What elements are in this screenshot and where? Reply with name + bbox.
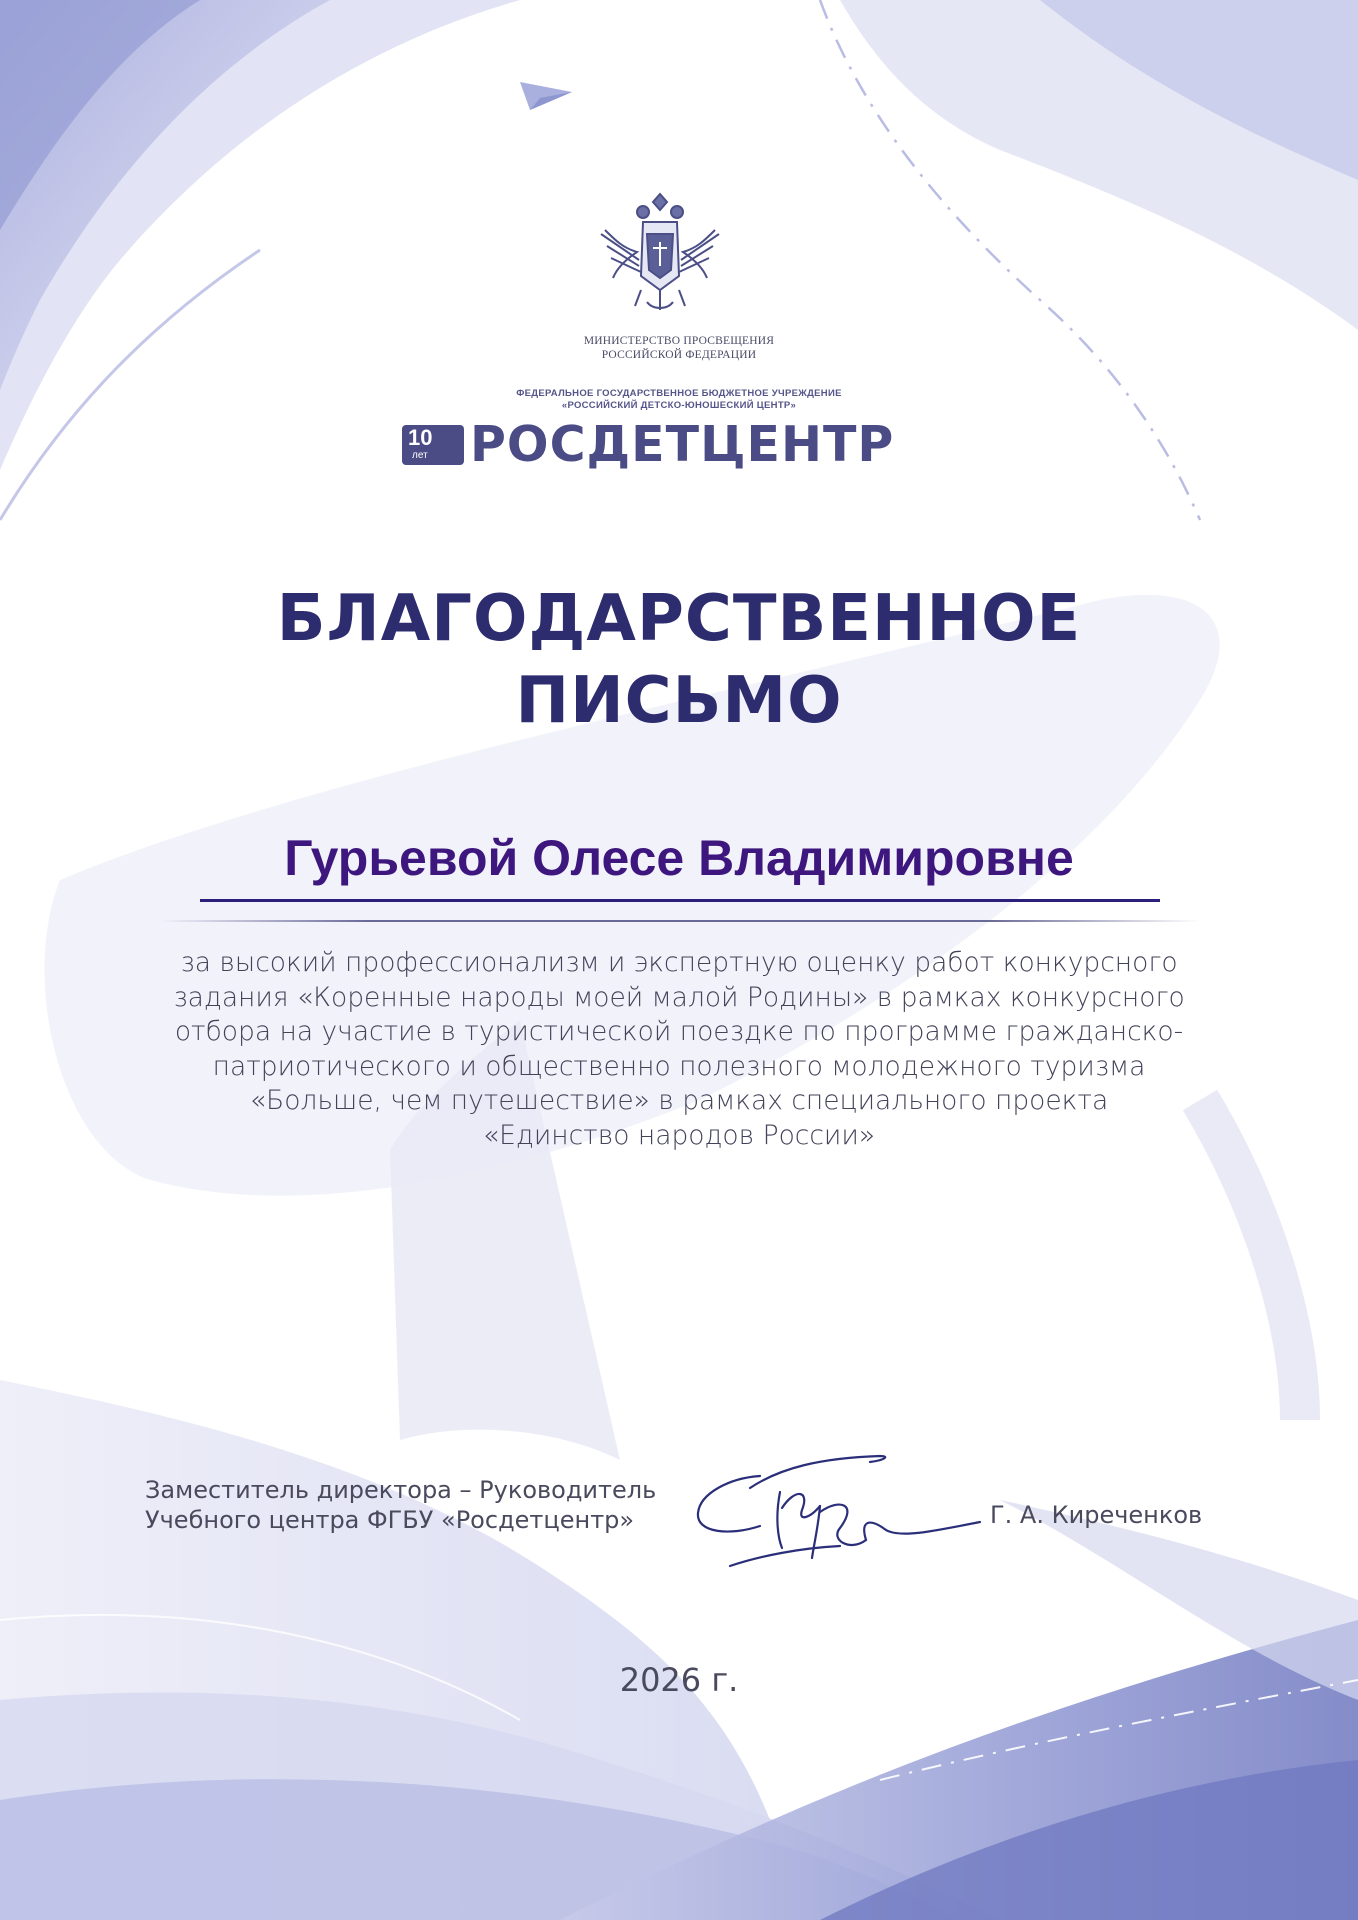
position-line-2: Учебного центра ФГБУ «Росдетцентр»	[145, 1506, 635, 1534]
body-line: патриотического и общественно полезного молодежного туризма	[212, 1050, 1146, 1082]
gratitude-text	[119, 946, 1239, 1153]
signatory-name: Г. А. Киреченков	[990, 1501, 1203, 1529]
divider-line	[160, 920, 1200, 922]
body-line: за высокий профессионализм и экспертную оценку работ конкурсного	[180, 947, 1178, 978]
handwritten-signature	[690, 1448, 990, 1578]
institution-caption	[379, 388, 979, 412]
ministry-line-1: МИНИСТЕРСТВО ПРОСВЕЩЕНИЯ	[583, 335, 775, 347]
signatory-position	[145, 1475, 656, 1535]
rosdetcenter-logo	[402, 416, 895, 473]
ministry-line-2: РОССИЙСКОЙ ФЕДЕРАЦИИ	[601, 349, 757, 361]
title-line-1: БЛАГОДАРСТВЕННОЕ	[276, 582, 1082, 656]
institution-line-1: ФЕДЕРАЛЬНОЕ ГОСУДАРСТВЕННОЕ БЮДЖЕТНОЕ УЧРЕЖДЕНИЕ	[516, 388, 842, 399]
badge-number: 10	[408, 425, 433, 450]
position-line-1: Заместитель директора – Руководитель	[145, 1476, 657, 1504]
institution-line-2: «РОССИЙСКИЙ ДЕТСКО-ЮНОШЕСКИЙ ЦЕНТР»	[561, 400, 797, 411]
body-line: «Больше, чем путешествие» в рамках специального проекта	[249, 1085, 1109, 1116]
logo-text: РОСДЕТЦЕНТР	[470, 416, 895, 473]
body-line: отбора на участие в туристической поездке по программе гражданско-	[174, 1016, 1184, 1047]
body-line: «Единство народов России»	[482, 1119, 876, 1151]
ministry-caption	[479, 334, 879, 362]
body-line: задания «Коренные народы моей малой Родины» в рамках конкурсного	[173, 981, 1185, 1013]
document-title	[129, 578, 1229, 742]
anniversary-badge	[402, 425, 464, 465]
recipient-name: Гурьевой Олесе Владимировне	[284, 830, 1074, 886]
recipient-underline	[200, 899, 1160, 902]
title-line-2: ПИСЬМО	[515, 664, 843, 738]
document-year: 2026 г.	[619, 1661, 739, 1699]
double-headed-eagle-emblem-icon	[595, 190, 725, 320]
badge-text: лет	[412, 450, 428, 461]
